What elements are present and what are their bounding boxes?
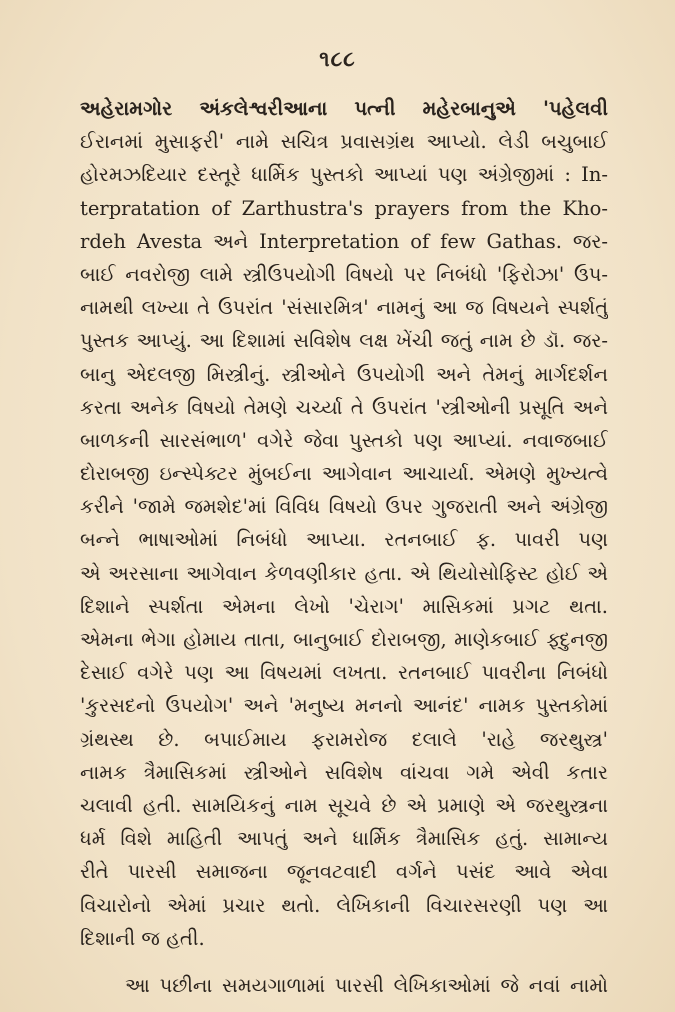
text-line: કરતા અનેક વિષયો તેમણે ચર્ચ્યા તે ઉપરાંત 'સ્ત્રીઓની પ્રસૂતિ અને <box>80 395 608 419</box>
text-line: બાળકની સારસંભાળ' વગેરે જેવા પુસ્તકો પણ આપ્યાં. નવાજબાઈ <box>80 428 608 452</box>
text-line: વિચારોનો એમાં પ્રચાર થતો. લેખિકાની વિચારસરણી પણ આ <box>80 893 608 917</box>
paragraph <box>80 969 608 1002</box>
text-line: 'કુરસદનો ઉપયોગ' અને 'મનુષ્ય મનનો આનંદ' નામક પુસ્તકોમાં <box>80 694 608 718</box>
text-line: દિશાને સ્પર્શતા એમના લેખો 'ચેરાગ' માસિકમાં પ્રગટ થતા. <box>80 594 608 618</box>
text-line: ધર્મ વિશે માહિતી આપતું અને ધાર્મિક ત્રૈમાસિક હતું. સામાન્ય <box>80 827 608 851</box>
text-line: કરીને 'જામે જમશેદ'માં વિવિધ વિષયો ઉપર ગુજરાતી અને અંગ્રેજી <box>80 495 608 519</box>
text-line: બન્ને ભાષાઓમાં નિબંધો આપ્યા. રતનબાઈ ફ. પાવરી પણ <box>80 528 608 552</box>
text-line: અહેરામગોર અંકલેશ્વરીઆના પત્ની મહેરબાનુએ 'પહેલવી <box>80 97 608 120</box>
text-line: રીતે પારસી સમાજના જૂનવટવાદી વર્ગને પસંદ આવે એવા <box>80 860 608 884</box>
text-line: દિશાની જ હતી. <box>80 926 205 950</box>
text-line: ઈરાનમાં મુસાફરી' નામે સચિત્ર પ્રવાસગ્રંથ આપ્યો. લેડી બચુબાઈ <box>80 130 608 154</box>
text-line: એમના ભેગા હોમાય તાતા, બાનુબાઈ દોરાબજી, માણેકબાઈ ફ્દુનજી <box>80 628 608 651</box>
text-line: બાઈ નવરોજી લામે સ્ત્રીઉપયોગી વિષયો પર નિબંધો 'ફિરોઝા' ઉપ- <box>80 262 608 286</box>
text-line: એ અરસાના આગેવાન કેળવણીકાર હતા. એ થિયોસોફિસ્ટ હોઈ એ <box>80 561 608 585</box>
text-line: ગ્રંથસ્થ છે. બપાઈમાય ફરામરોજ દલાલે 'રાહે જરથુસ્ત્ર' <box>80 727 608 751</box>
text-line: આ પછીના સમયગાળામાં પારસી લેખિકાઓમાં જે નવાં નામો <box>125 973 608 997</box>
text-line: હોરમઝદિયાર દસ્તૂરે ધાર્મિક પુસ્તકો આપ્યાં પણ અંગ્રેજીમાં : In- <box>80 163 608 187</box>
page-number: ૧૮૮ <box>319 46 356 71</box>
text-line: નામક ત્રૈમાસિકમાં સ્ત્રીઓને સવિશેષ વાંચવા ગમે એવી કતાર <box>80 760 608 784</box>
text-line: દોરાબજી ઇન્સ્પેક્ટર મુંબઈના આગેવાન આચાર્યા. એમણે મુખ્યત્વે <box>80 462 608 486</box>
body-text <box>80 92 608 1002</box>
text-line: terpratation of Zarthustra's prayers from the Kho- <box>80 196 608 220</box>
text-line: દેસાઈ વગેરે પણ આ વિષયમાં લખતા. રતનબાઈ પાવરીના નિબંધો <box>80 661 608 685</box>
text-line: rdeh Avesta અને Interpretation of few Gathas. જર- <box>80 229 608 253</box>
paragraph-gap <box>80 955 608 969</box>
text-line: બાનુ એદલજી મિસ્ત્રીનું. સ્ત્રીઓને ઉપયોગી અને તેમનું માર્ગદર્શન <box>80 362 608 386</box>
text-line: પુસ્તક આપ્યું. આ દિશામાં સવિશેષ લક્ષ ખેંચી જતું નામ છે ડૉ. જર- <box>80 329 608 353</box>
text-line: ચલાવી હતી. સામયિકનું નામ સૂચવે છે એ પ્રમાણે એ જરથુસ્ત્રના <box>80 793 608 817</box>
paragraph <box>80 92 608 955</box>
text-line: નામથી લખ્યા તે ઉપરાંત 'સંસારમિત્ર' નામનું આ જ વિષયને સ્પર્શતું <box>80 296 608 320</box>
